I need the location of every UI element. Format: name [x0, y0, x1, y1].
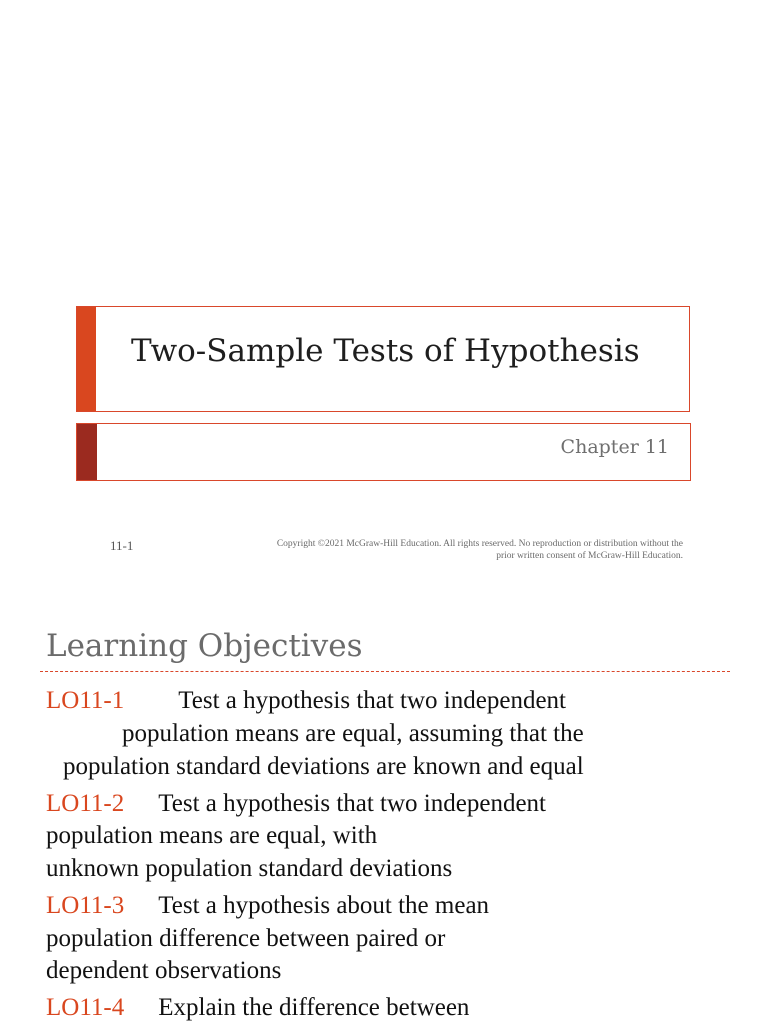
- objective-2-line-3: unknown population standard deviations: [46, 855, 453, 882]
- objective-text: Test a hypothesis that two independent: [178, 687, 566, 714]
- objective-3-line-1: [46, 891, 489, 921]
- objective-1-line-1: [46, 686, 566, 716]
- title-accent-bar: [77, 307, 96, 411]
- objective-text: Explain the difference between: [158, 994, 470, 1021]
- title-box: [76, 306, 690, 412]
- objective-code: LO11-3: [46, 892, 125, 919]
- objective-2-line-1: [46, 789, 546, 819]
- objective-4-line-1: [46, 993, 469, 1023]
- slide-number: 11-1: [110, 538, 134, 553]
- slide-title: Two-Sample Tests of Hypothesis: [131, 333, 640, 369]
- copyright-notice: [213, 538, 683, 562]
- objective-1-line-2: population means are equal, assuming that the: [122, 720, 584, 747]
- objective-1-line-3: population standard deviations are known and equal: [63, 753, 584, 780]
- copyright-line-2: prior written consent of McGraw-Hill Education.: [496, 551, 683, 561]
- objective-text: Test a hypothesis about the mean: [158, 892, 490, 919]
- slide-subtitle: Chapter 11: [560, 436, 669, 458]
- learning-objectives-title: Learning Objectives: [46, 628, 363, 664]
- objective-3-line-2: population difference between paired or: [46, 925, 446, 952]
- subtitle-accent-bar: [77, 424, 97, 480]
- objective-text: Test a hypothesis that two independent: [158, 790, 546, 817]
- objective-code: LO11-1: [46, 687, 125, 714]
- objective-3-line-3: dependent observations: [46, 957, 282, 984]
- objective-code: LO11-4: [46, 994, 125, 1021]
- copyright-line-1: Copyright ©2021 McGraw-Hill Education. All rights reserved. No reproduction or distribution without the: [276, 539, 683, 549]
- subtitle-box: [76, 423, 691, 481]
- objective-code: LO11-2: [46, 790, 125, 817]
- title-divider: [40, 671, 730, 672]
- objective-2-line-2: population means are equal, with: [46, 822, 378, 849]
